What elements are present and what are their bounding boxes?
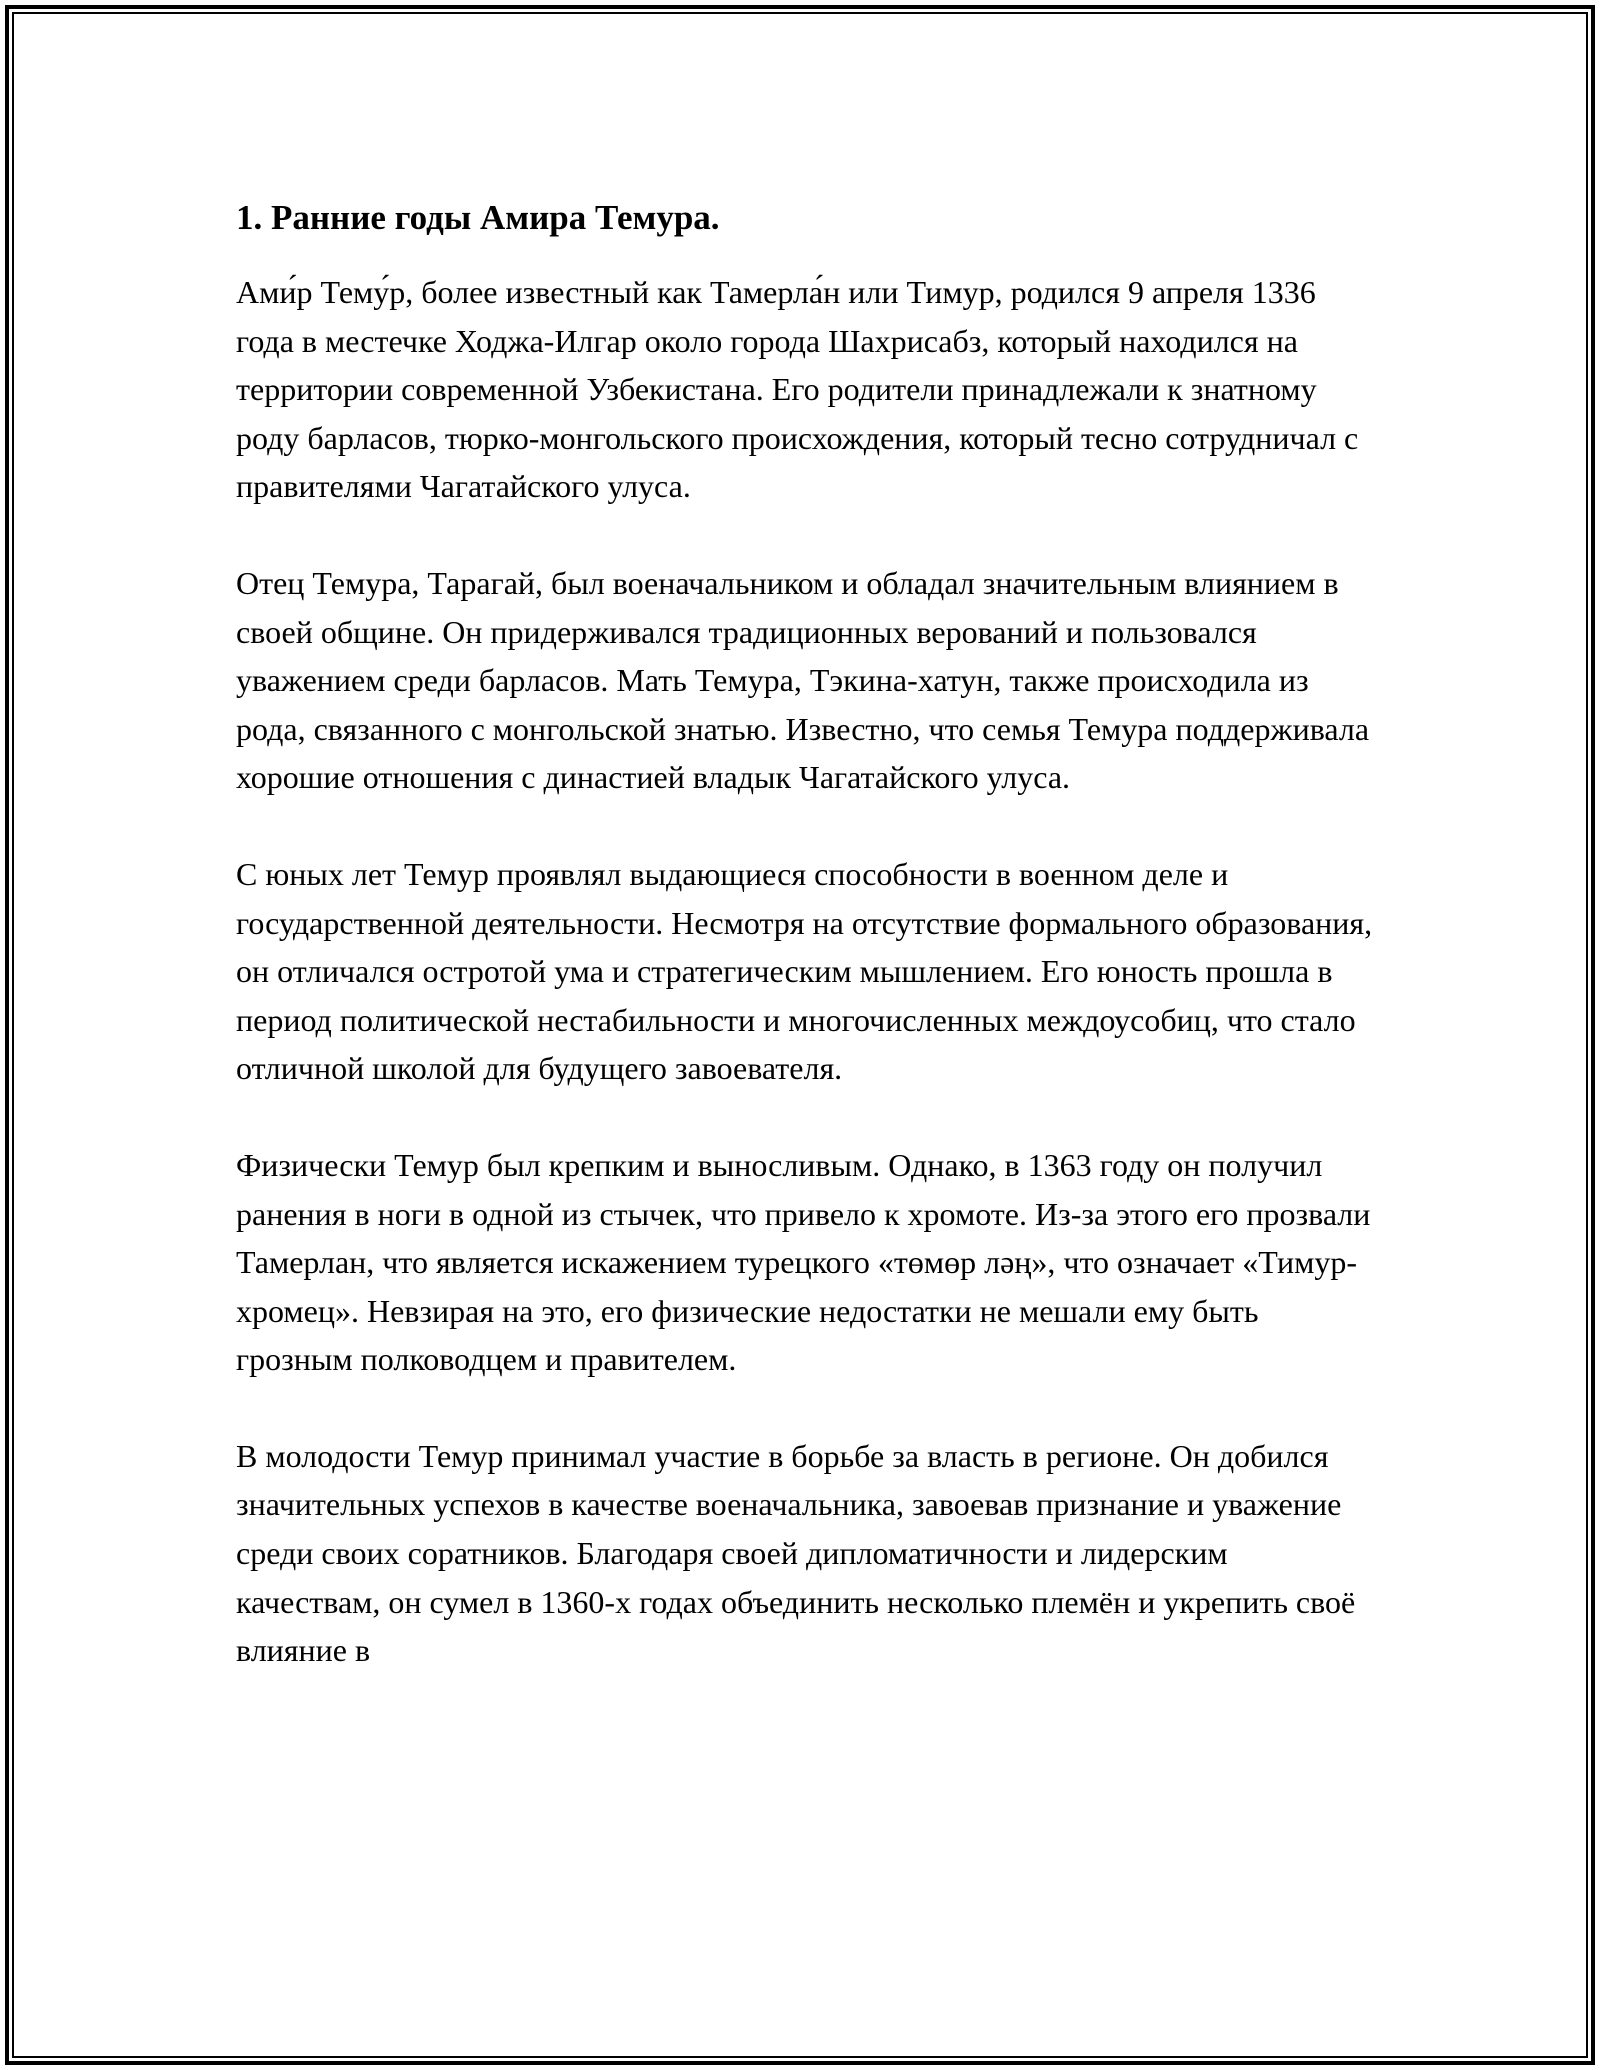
paragraph-power-struggle: В молодости Темур принимал участие в борьбе за власть в регионе. Он добился значительных успехов в качестве военачальника, завоевав признание и уважение среди своих соратников. Благодаря своей дипломатичности и лидерским качествам, он сумел в 1360-х годах объединить несколько племён и укрепить своё влияние в [236, 1437, 1356, 1669]
document-body [236, 188, 1378, 1675]
section-heading: 1. Ранние годы Амира Темура. [236, 198, 720, 237]
paragraph-youth: С юных лет Темур проявлял выдающиеся способности в военном деле и государственной деятельности. Несмотря на отсутствие формального образования, он отличался остротой ума и стратегическим мышлением. Его юность прошла в период политической нестабильности и многочисленных междоусобиц, что стало отличной школой для будущего завоевателя. [236, 855, 1373, 1087]
paragraph-birth: Ами́р Тему́р, более известный как Тамерла́н или Тимур, родился 9 апреля 1336 года в местечке Ходжа-Илгар около города Шахрисабз, который находился на территории современной Узбекистана. Его родители принадлежали к знатному роду барласов, тюрко-монгольского происхождения, который тесно сотрудничал с правителями Чагатайского улуса. [236, 274, 1359, 505]
paragraph-parents: Отец Темура, Тарагай, был военачальником и обладал значительным влиянием в своей общине. Он придерживался традиционных верований и пользовался уважением среди барласов. Мать Темура, Тэкина-хатун, также происходила из рода, связанного с монгольской знатью. Известно, что семья Темура поддерживала хорошие отношения с династией владык Чагатайского улуса. [236, 564, 1370, 796]
paragraph-injury: Физически Темур был крепким и выносливым. Однако, в 1363 году он получил ранения в ноги в одной из стычек, что привело к хромоте. Из-за этого его прозвали Тамерлан, что является искажением турецкого «төмөр ләң», что означает «Тимур-хромец». Невзирая на это, его физические недостатки не мешали ему быть грозным полководцем и правителем. [236, 1146, 1371, 1378]
